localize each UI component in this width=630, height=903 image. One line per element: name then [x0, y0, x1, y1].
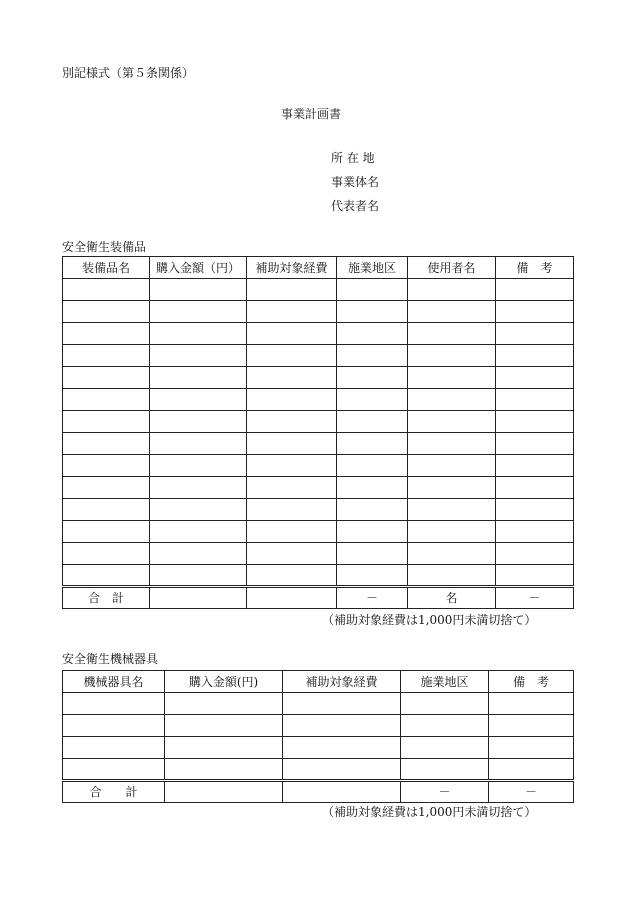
blank-entry-cell[interactable] [247, 301, 337, 323]
blank-entry-cell[interactable] [408, 565, 496, 587]
table-total-row [63, 781, 574, 803]
blank-entry-cell[interactable] [408, 543, 496, 565]
blank-entry-cell[interactable] [247, 367, 337, 389]
blank-entry-cell[interactable] [63, 543, 150, 565]
blank-entry-cell[interactable] [496, 367, 574, 389]
blank-entry-cell[interactable] [283, 759, 401, 781]
blank-entry-cell[interactable] [496, 499, 574, 521]
blank-entry-cell[interactable] [247, 455, 337, 477]
representative-label: 代表者名 [331, 199, 380, 213]
total-label: 合 計 [63, 781, 165, 803]
machinery-section-title: 安全衛生機械器具 [62, 652, 159, 666]
blank-entry-cell[interactable] [401, 693, 489, 715]
blank-entry-cell[interactable] [496, 411, 574, 433]
table-row [63, 521, 574, 543]
blank-entry-cell[interactable] [247, 323, 337, 345]
blank-entry-cell[interactable] [337, 521, 408, 543]
blank-entry-cell[interactable] [247, 477, 337, 499]
blank-entry-cell[interactable] [496, 323, 574, 345]
equipment-table-body [63, 279, 574, 587]
blank-entry-cell[interactable] [337, 301, 408, 323]
blank-entry-cell[interactable] [408, 455, 496, 477]
blank-entry-cell[interactable] [337, 279, 408, 301]
blank-entry-cell[interactable] [150, 367, 247, 389]
blank-entry-cell[interactable] [489, 737, 574, 759]
blank-entry-cell[interactable] [408, 411, 496, 433]
blank-entry-cell[interactable] [489, 759, 574, 781]
equipment-table [62, 256, 574, 609]
table-row [63, 565, 574, 587]
blank-entry-cell[interactable] [337, 455, 408, 477]
table-row [63, 367, 574, 389]
total-remarks-cell: － [489, 781, 574, 803]
blank-entry-cell[interactable] [283, 715, 401, 737]
blank-entry-cell[interactable] [408, 477, 496, 499]
blank-entry-cell[interactable] [150, 521, 247, 543]
table-row [63, 455, 574, 477]
blank-entry-cell[interactable] [63, 715, 165, 737]
blank-entry-cell[interactable] [401, 737, 489, 759]
header-remarks: 備 考 [489, 671, 574, 693]
blank-entry-cell[interactable] [63, 477, 150, 499]
blank-entry-cell[interactable] [496, 433, 574, 455]
table-row [63, 301, 574, 323]
table-row [63, 759, 574, 781]
table-row [63, 411, 574, 433]
blank-entry-cell[interactable] [150, 543, 247, 565]
blank-entry-cell[interactable] [63, 323, 150, 345]
blank-entry-cell[interactable] [337, 543, 408, 565]
blank-entry-cell[interactable] [63, 455, 150, 477]
blank-entry-cell[interactable] [496, 477, 574, 499]
machinery-table [62, 670, 574, 803]
total-purchase-cell[interactable] [165, 781, 283, 803]
blank-entry-cell[interactable] [150, 499, 247, 521]
blank-entry-cell[interactable] [165, 693, 283, 715]
blank-entry-cell[interactable] [401, 759, 489, 781]
form-label: 別記様式（第５条関係） [62, 66, 195, 80]
blank-entry-cell[interactable] [150, 301, 247, 323]
total-subsidy-cell[interactable] [247, 587, 337, 609]
blank-entry-cell[interactable] [63, 367, 150, 389]
blank-entry-cell[interactable] [496, 565, 574, 587]
blank-entry-cell[interactable] [63, 389, 150, 411]
blank-entry-cell[interactable] [63, 411, 150, 433]
blank-entry-cell[interactable] [408, 323, 496, 345]
total-area-cell: － [401, 781, 489, 803]
table-row [63, 715, 574, 737]
table-row [63, 693, 574, 715]
blank-entry-cell[interactable] [408, 499, 496, 521]
blank-entry-cell[interactable] [247, 499, 337, 521]
table-row [63, 499, 574, 521]
blank-entry-cell[interactable] [63, 693, 165, 715]
header-subsidy-cost: 補助対象経費 [283, 671, 401, 693]
blank-entry-cell[interactable] [337, 477, 408, 499]
table-header-row [63, 671, 574, 693]
blank-entry-cell[interactable] [337, 411, 408, 433]
blank-entry-cell[interactable] [408, 521, 496, 543]
blank-entry-cell[interactable] [408, 367, 496, 389]
blank-entry-cell[interactable] [496, 455, 574, 477]
rounding-note: （補助対象経費は1,000円未満切捨て） [322, 613, 537, 627]
blank-entry-cell[interactable] [247, 411, 337, 433]
blank-entry-cell[interactable] [63, 279, 150, 301]
blank-entry-cell[interactable] [496, 301, 574, 323]
blank-entry-cell[interactable] [496, 389, 574, 411]
blank-entry-cell[interactable] [337, 345, 408, 367]
blank-entry-cell[interactable] [337, 389, 408, 411]
blank-entry-cell[interactable] [165, 715, 283, 737]
blank-entry-cell[interactable] [408, 433, 496, 455]
table-row [63, 279, 574, 301]
blank-entry-cell[interactable] [408, 389, 496, 411]
table-row [63, 323, 574, 345]
blank-entry-cell[interactable] [63, 759, 165, 781]
blank-entry-cell[interactable] [63, 345, 150, 367]
blank-entry-cell[interactable] [247, 521, 337, 543]
blank-entry-cell[interactable] [165, 759, 283, 781]
header-machine-name: 機械器具名 [63, 671, 165, 693]
table-row [63, 543, 574, 565]
header-item-name: 装備品名 [63, 257, 150, 279]
blank-entry-cell[interactable] [165, 737, 283, 759]
blank-entry-cell[interactable] [408, 345, 496, 367]
blank-entry-cell[interactable] [63, 499, 150, 521]
header-purchase-amount: 購入金額(円) [165, 671, 283, 693]
blank-entry-cell[interactable] [150, 455, 247, 477]
blank-entry-cell[interactable] [283, 693, 401, 715]
equipment-section-title: 安全衛生装備品 [62, 240, 147, 254]
blank-entry-cell[interactable] [150, 477, 247, 499]
blank-entry-cell[interactable] [496, 521, 574, 543]
location-label: 所 在 地 [331, 151, 375, 165]
blank-entry-cell[interactable] [489, 715, 574, 737]
table-total-row [63, 587, 574, 609]
rounding-note: （補助対象経費は1,000円未満切捨て） [322, 805, 537, 819]
header-subsidy-cost: 補助対象経費 [247, 257, 337, 279]
table-row [63, 737, 574, 759]
header-area: 施業地区 [337, 257, 408, 279]
header-purchase-amount: 購入金額（円） [150, 257, 247, 279]
header-user-name: 使用者名 [408, 257, 496, 279]
blank-entry-cell[interactable] [496, 345, 574, 367]
blank-entry-cell[interactable] [150, 411, 247, 433]
machinery-table-body [63, 693, 574, 781]
blank-entry-cell[interactable] [150, 389, 247, 411]
header-remarks: 備 考 [496, 257, 574, 279]
blank-entry-cell[interactable] [247, 279, 337, 301]
blank-entry-cell[interactable] [337, 433, 408, 455]
blank-entry-cell[interactable] [63, 565, 150, 587]
total-area-cell: － [337, 587, 408, 609]
total-remarks-cell: － [496, 587, 574, 609]
blank-entry-cell[interactable] [337, 499, 408, 521]
total-subsidy-cell[interactable] [283, 781, 401, 803]
blank-entry-cell[interactable] [496, 279, 574, 301]
business-name-label: 事業体名 [331, 175, 380, 189]
blank-entry-cell[interactable] [247, 345, 337, 367]
blank-entry-cell[interactable] [489, 693, 574, 715]
table-row [63, 389, 574, 411]
blank-entry-cell[interactable] [247, 565, 337, 587]
blank-entry-cell[interactable] [63, 433, 150, 455]
total-user-count-cell: 名 [408, 587, 496, 609]
blank-entry-cell[interactable] [63, 521, 150, 543]
table-row [63, 433, 574, 455]
blank-entry-cell[interactable] [63, 301, 150, 323]
blank-entry-cell[interactable] [401, 715, 489, 737]
header-area: 施業地区 [401, 671, 489, 693]
blank-entry-cell[interactable] [63, 737, 165, 759]
blank-entry-cell[interactable] [150, 565, 247, 587]
blank-entry-cell[interactable] [150, 323, 247, 345]
blank-entry-cell[interactable] [337, 565, 408, 587]
table-row [63, 345, 574, 367]
total-purchase-cell[interactable] [150, 587, 247, 609]
blank-entry-cell[interactable] [496, 543, 574, 565]
blank-entry-cell[interactable] [150, 279, 247, 301]
blank-entry-cell[interactable] [283, 737, 401, 759]
table-row [63, 477, 574, 499]
blank-entry-cell[interactable] [150, 433, 247, 455]
blank-entry-cell[interactable] [247, 389, 337, 411]
document-title: 事業計画書 [281, 107, 342, 121]
blank-entry-cell[interactable] [247, 433, 337, 455]
table-header-row [63, 257, 574, 279]
blank-entry-cell[interactable] [150, 345, 247, 367]
blank-entry-cell[interactable] [337, 367, 408, 389]
blank-entry-cell[interactable] [337, 323, 408, 345]
blank-entry-cell[interactable] [408, 301, 496, 323]
blank-entry-cell[interactable] [247, 543, 337, 565]
total-label: 合 計 [63, 587, 150, 609]
blank-entry-cell[interactable] [408, 279, 496, 301]
